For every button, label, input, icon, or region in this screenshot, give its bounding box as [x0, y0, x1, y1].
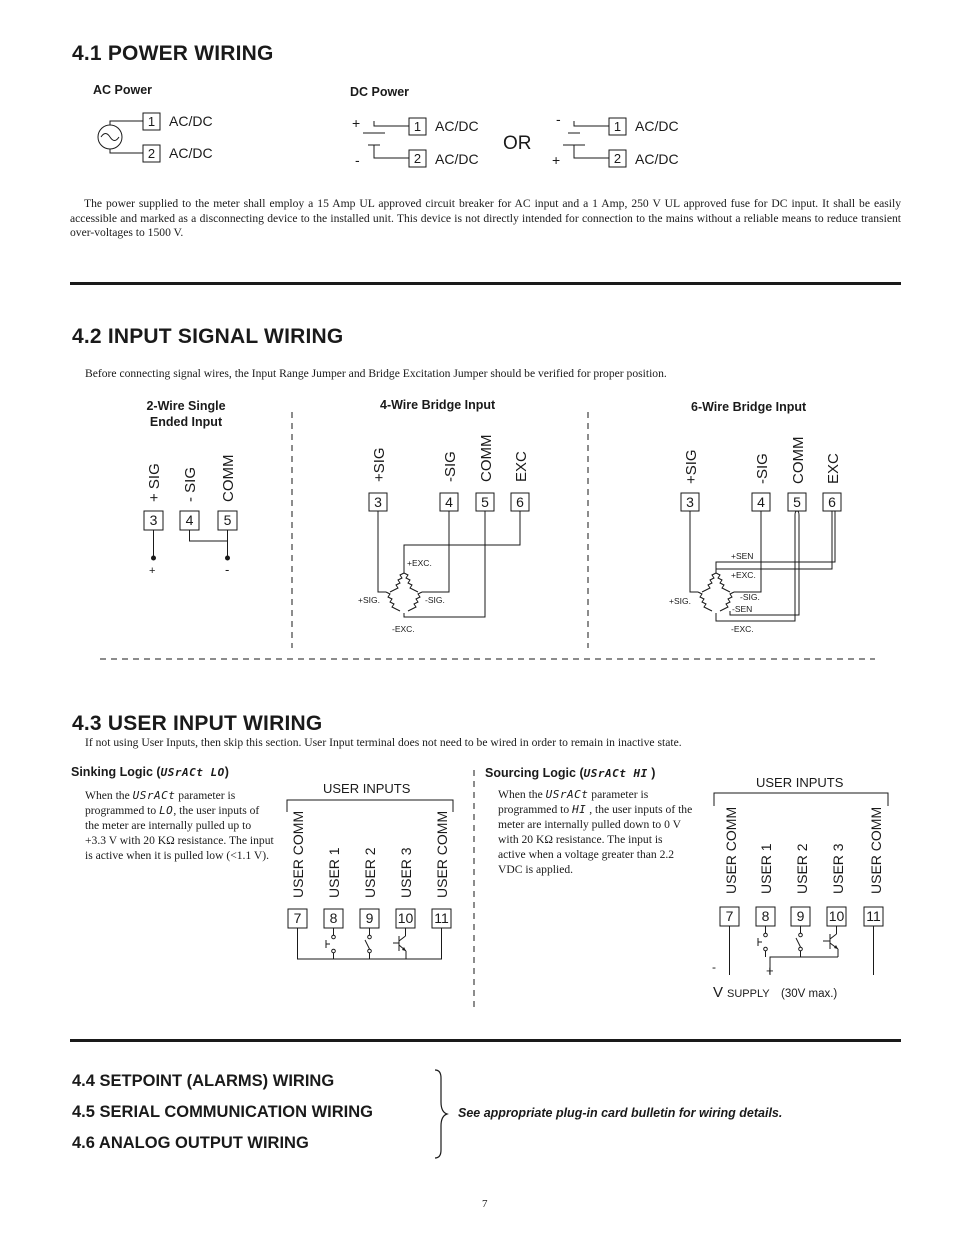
power-wiring-heading: 4.1 POWER WIRING — [72, 42, 274, 65]
svg-text:4: 4 — [185, 512, 194, 528]
two-wire-title: 2-Wire Single Ended Input — [146, 399, 226, 429]
six-wire-title: 6-Wire Bridge Input — [691, 400, 807, 414]
user-note: If not using User Inputs, then skip this section. User Input terminal does not need to be wired in order to remain in inactive state. — [85, 736, 682, 749]
svg-text:6: 6 — [828, 494, 836, 510]
six-wire-label-comm: COMM — [790, 436, 807, 484]
six-wire-label-exc: EXC — [825, 453, 842, 484]
sinking-logic-text: When the USrACt parameter is programmed to LO, the user inputs of the meter are internally pulled up to +3.3 V with 20 KΩ resistance. The input is active when it is pulled low (<1.1 V). — [85, 789, 274, 862]
svg-text:9: 9 — [365, 910, 374, 926]
power-note: The power supplied to the meter shall employ a 15 Amp UL approved circuit breaker for AC input and a 1 Amp, 250 V UL approved fuse for DC input. It shall be easily accessible and marked as a disconnecting device to the installed unit. This device is not directly intended for connection to the mains without a reliable means to reduce transient over-voltages to 1500 V. — [70, 197, 901, 239]
svg-text:3: 3 — [149, 512, 158, 528]
svg-text:8: 8 — [329, 910, 338, 926]
svg-text:6: 6 — [516, 494, 524, 510]
sourcing-col-user-3: USER 3 — [830, 843, 846, 894]
six-wire-bridge-plus-sig: +SIG. — [669, 596, 691, 606]
four-wire-bridge-plus-exc: +EXC. — [407, 558, 432, 568]
four-wire-label-minus-sig: -SIG — [442, 451, 459, 482]
svg-text:5: 5 — [793, 494, 801, 510]
two-wire-label-plus-sig: + SIG — [146, 463, 163, 502]
svg-text:5: 5 — [481, 494, 489, 510]
svg-text:10: 10 — [397, 910, 414, 926]
sinking-col-user-comm-a: USER COMM — [290, 810, 306, 898]
sourcing-col-user-comm-b: USER COMM — [868, 806, 884, 894]
dc-minus-a: - — [355, 152, 360, 168]
svg-text:2: 2 — [613, 151, 622, 166]
svg-text:4: 4 — [445, 494, 453, 510]
input-note: Before connecting signal wires, the Input Range Jumper and Bridge Excitation Jumper should be verified for proper position. — [85, 367, 667, 380]
sourcing-user-inputs-label: USER INPUTS — [756, 775, 844, 790]
four-wire-label-comm: COMM — [478, 434, 495, 482]
svg-text:11: 11 — [434, 910, 449, 926]
six-wire-label-plus-sig: +SIG — [683, 449, 700, 484]
sourcing-col-user-comm-a: USER COMM — [723, 806, 739, 894]
six-wire-bridge-minus-exc: -EXC. — [731, 624, 754, 634]
two-wire-label-minus-sig: - SIG — [182, 466, 199, 502]
two-wire-minus: - — [225, 562, 230, 577]
plug-in-note: See appropriate plug-in card bulletin for wiring details. — [458, 1106, 783, 1120]
sinking-user-inputs-label: USER INPUTS — [323, 781, 411, 796]
svg-text:5: 5 — [223, 512, 232, 528]
svg-text:4: 4 — [757, 494, 765, 510]
ac-terminal-2-label: AC/DC — [169, 145, 213, 161]
four-wire-label-plus-sig: +SIG — [371, 447, 388, 482]
sourcing-col-user-2: USER 2 — [794, 843, 810, 894]
ac-power-label: AC Power — [93, 83, 153, 97]
dc-plus-a: + — [352, 115, 361, 131]
page-number: 7 — [482, 1198, 488, 1210]
sinking-col-user-comm-b: USER COMM — [434, 810, 450, 898]
sinking-col-user-3: USER 3 — [398, 847, 414, 898]
two-wire-plus: + — [149, 565, 156, 577]
dc-a-terminal-1-label: AC/DC — [435, 118, 479, 134]
four-wire-bridge-minus-exc: -EXC. — [392, 624, 415, 634]
dc-b-terminal-2-label: AC/DC — [635, 151, 679, 167]
svg-text:1: 1 — [613, 119, 622, 134]
svg-text:2: 2 — [147, 146, 156, 161]
dc-a-terminal-2-label: AC/DC — [435, 151, 479, 167]
four-wire-label-exc: EXC — [513, 451, 530, 482]
sinking-logic-title: Sinking Logic (USrACt LO) — [71, 765, 229, 779]
svg-text:9: 9 — [796, 908, 805, 924]
svg-text:2: 2 — [413, 151, 422, 166]
four-wire-bridge-plus-sig: +SIG. — [358, 595, 380, 605]
supply-max: (30V max.) — [781, 988, 838, 1000]
six-wire-bridge-minus-sen: -SEN — [732, 604, 753, 614]
sourcing-logic-text: When the USrACt parameter is programmed to HI , the user inputs of the meter are internally pulled down to 0 V with 20 KΩ resistance. The input is active when a voltage greater than 2.2 VDC is applied. — [498, 788, 693, 876]
serial-wiring-heading: 4.5 SERIAL COMMUNICATION WIRING — [72, 1103, 373, 1121]
svg-text:1: 1 — [413, 119, 422, 134]
analog-wiring-heading: 4.6 ANALOG OUTPUT WIRING — [72, 1134, 309, 1152]
six-wire-bridge-plus-sen: +SEN — [731, 551, 754, 561]
sourcing-col-user-1: USER 1 — [758, 843, 774, 894]
user-wiring-heading: 4.3 USER INPUT WIRING — [72, 712, 323, 735]
svg-text:3: 3 — [686, 494, 694, 510]
svg-text:7: 7 — [293, 910, 302, 926]
or-label: OR — [503, 133, 532, 154]
svg-text:11: 11 — [866, 908, 881, 924]
dc-plus-b: + — [552, 152, 561, 168]
ac-terminal-1-label: AC/DC — [169, 113, 213, 129]
sinking-col-user-2: USER 2 — [362, 847, 378, 898]
dc-b-terminal-1-label: AC/DC — [635, 118, 679, 134]
six-wire-bridge-plus-exc: +EXC. — [731, 570, 756, 580]
svg-text:1: 1 — [147, 114, 156, 129]
dc-minus-b: - — [556, 111, 561, 127]
setpoint-wiring-heading: 4.4 SETPOINT (ALARMS) WIRING — [72, 1072, 335, 1090]
svg-text:7: 7 — [725, 908, 734, 924]
svg-text:10: 10 — [828, 908, 845, 924]
svg-text:8: 8 — [761, 908, 770, 924]
two-wire-label-comm: COMM — [220, 454, 237, 502]
supply-v: V — [713, 984, 724, 1001]
sourcing-logic-title: Sourcing Logic (USrACt HI ) — [485, 766, 656, 780]
sinking-col-user-1: USER 1 — [326, 847, 342, 898]
four-wire-bridge-minus-sig: -SIG. — [425, 595, 445, 605]
six-wire-bridge-minus-sig: -SIG. — [740, 592, 760, 602]
six-wire-label-minus-sig: -SIG — [754, 453, 771, 484]
supply-minus: - — [712, 960, 716, 974]
svg-text:3: 3 — [374, 494, 382, 510]
input-wiring-heading: 4.2 INPUT SIGNAL WIRING — [72, 325, 344, 348]
supply-plus: + — [766, 963, 774, 978]
four-wire-title: 4-Wire Bridge Input — [380, 398, 496, 412]
supply-sub: SUPPLY — [727, 988, 770, 1000]
dc-power-label: DC Power — [350, 85, 410, 99]
